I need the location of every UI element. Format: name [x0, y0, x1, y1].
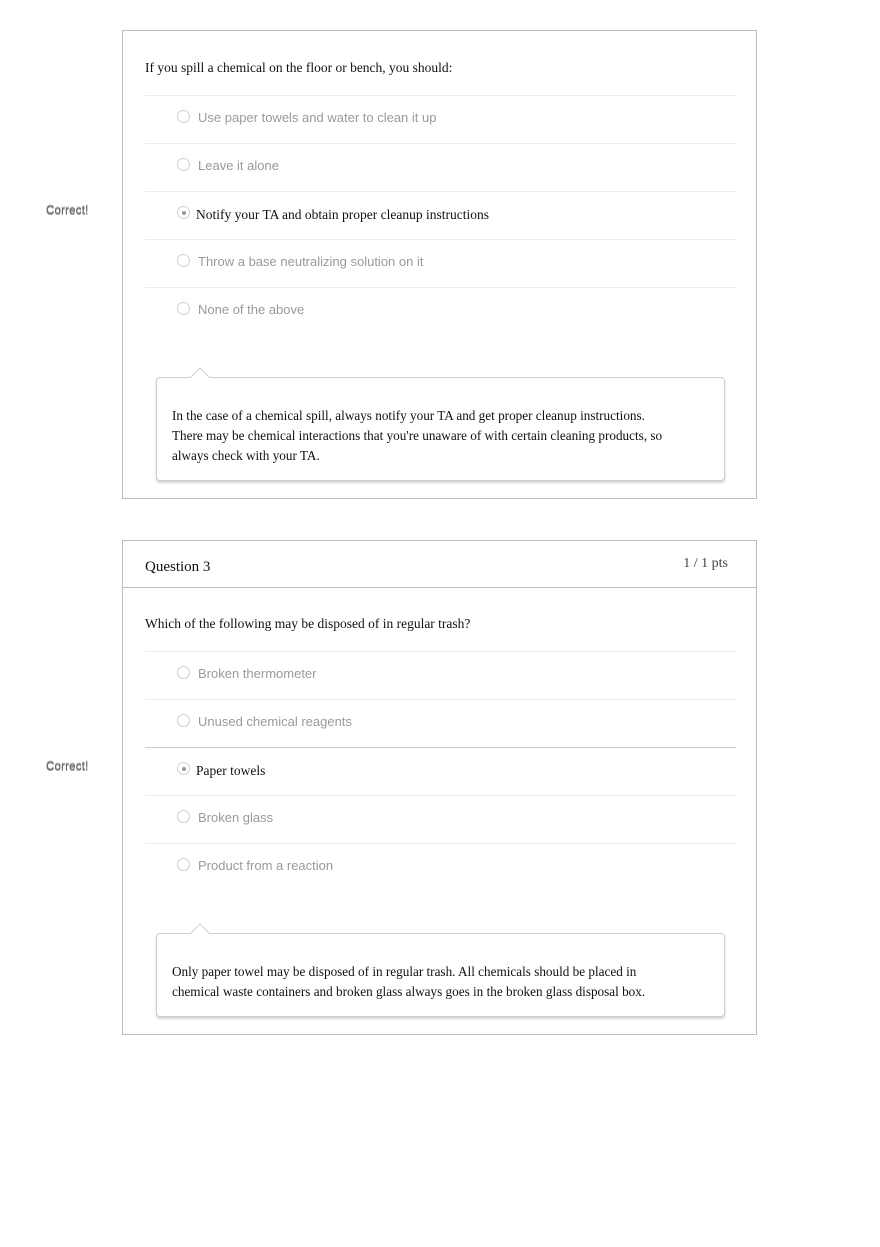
question-3-answers: [145, 651, 736, 891]
answer-option[interactable]: [145, 239, 736, 287]
radio-icon[interactable]: [177, 158, 190, 171]
answer-option[interactable]: [145, 287, 736, 335]
answer-label: Notify your TA and obtain proper cleanup instructions: [196, 207, 489, 222]
correct-label: Correct!: [46, 761, 89, 773]
answer-option[interactable]: [145, 143, 736, 191]
answer-label: Leave it alone: [198, 158, 279, 173]
question-3-card: [122, 540, 757, 1035]
radio-icon[interactable]: [177, 810, 190, 823]
radio-icon[interactable]: [177, 302, 190, 315]
answer-label: Product from a reaction: [198, 858, 334, 873]
radio-checked-icon[interactable]: [177, 762, 190, 775]
answer-label: Broken glass: [198, 810, 274, 825]
feedback-text: In the case of a chemical spill, always notify your TA and get proper cleanup instructions. There may be chemical interactions that you're unaware of with certain cleaning products, so always check with your TA.: [172, 408, 663, 463]
correct-label: Correct!: [46, 205, 89, 217]
radio-icon[interactable]: [177, 714, 190, 727]
answer-label: Throw a base neutralizing solution on it: [198, 254, 424, 269]
question-2-card: [122, 30, 757, 499]
answer-label: Unused chemical reagents: [198, 714, 352, 729]
radio-icon[interactable]: [177, 666, 190, 679]
answer-label: Broken thermometer: [198, 666, 317, 681]
radio-icon[interactable]: [177, 858, 190, 871]
answer-feedback-box: [156, 933, 725, 1017]
question-title: Question 3: [145, 559, 211, 575]
feedback-arrow: [190, 923, 210, 943]
correct-answer-flag: [0, 199, 122, 229]
correct-answer-flag: [0, 755, 122, 785]
feedback-text: Only paper towel may be disposed of in regular trash. All chemicals should be placed in chemical waste containers and broken glass always goes in the broken glass disposal box.: [172, 964, 646, 999]
question-points: 1 / 1 pts: [683, 556, 728, 571]
question-2-text: If you spill a chemical on the floor or bench, you should:: [145, 60, 453, 75]
answer-label: Paper towels: [196, 763, 266, 778]
feedback-arrow: [190, 367, 210, 387]
answer-feedback-box: [156, 377, 725, 481]
answer-option-selected[interactable]: [145, 191, 736, 239]
question-3-header: [123, 541, 756, 588]
answer-option[interactable]: [145, 95, 736, 143]
question-3-text: Which of the following may be disposed of in regular trash?: [145, 616, 471, 631]
answer-option[interactable]: [145, 795, 736, 843]
answer-option[interactable]: [145, 699, 736, 747]
question-2-answers: [145, 95, 736, 335]
answer-option[interactable]: [145, 843, 736, 891]
radio-icon[interactable]: [177, 110, 190, 123]
answer-label: Use paper towels and water to clean it up: [198, 110, 437, 125]
answer-label: None of the above: [198, 302, 305, 317]
answer-option-selected[interactable]: [145, 747, 736, 795]
radio-icon[interactable]: [177, 254, 190, 267]
answer-option[interactable]: [145, 651, 736, 699]
radio-checked-icon[interactable]: [177, 206, 190, 219]
